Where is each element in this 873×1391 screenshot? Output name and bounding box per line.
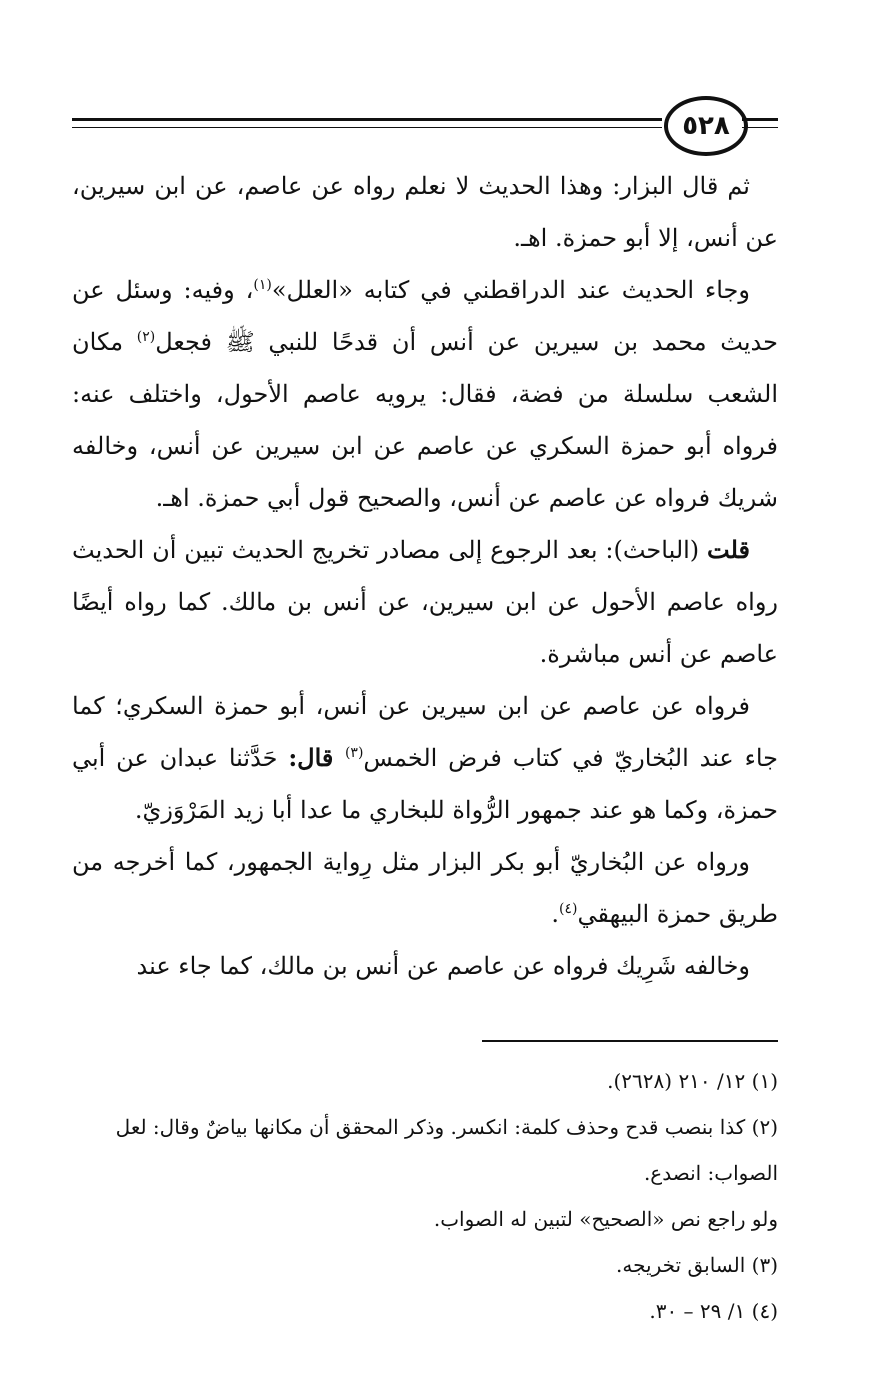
footnote-3: (٣) السابق تخريجه.	[616, 1253, 778, 1277]
paragraph-2	[72, 264, 778, 524]
paragraph-5	[72, 836, 778, 940]
paragraph-text: فرواه عن عاصم عن ابن سيرين عن أنس، أبو حمزة السكري؛ كما جاء عند البُخاريّ في كتاب فرض الخمس	[72, 692, 779, 772]
footnote-1: (١) ١٢/ ٢١٠ (٢٦٢٨).	[607, 1069, 778, 1093]
page-number-badge	[664, 96, 748, 156]
paragraph-6	[72, 940, 778, 992]
paragraph-1	[72, 160, 778, 264]
header-double-rule	[72, 118, 662, 128]
footnote-ref-1: (١)	[253, 277, 272, 293]
paragraph-text: ورواه عن البُخاريّ أبو بكر البزار مثل رِواية الجمهور، كما أخرجه من طريق حمزة البيهقي	[72, 848, 778, 928]
paragraph-text: وخالفه شَرِيك فرواه عن عاصم عن أنس بن مالك، كما جاء عند	[136, 952, 750, 980]
paragraph-text: ثم قال البزار: وهذا الحديث لا نعلم رواه عن عاصم، عن ابن سيرين، عن أنس، إلا أبو حمزة. اهـ.	[72, 172, 778, 252]
page-header	[72, 96, 778, 156]
paragraph-text: حَدَّثنا عبدان عن أبي حمزة، وكما هو عند جمهور الرُّواة للبخاري ما عدا أبا زيد المَرْوَزيّ.	[72, 744, 778, 824]
paragraph-bold-inline: قال:	[288, 743, 345, 772]
paragraph-text: وجاء الحديث عند الدراقطني في كتابه «العلل»	[271, 276, 750, 304]
paragraph-lead-bold: قلت	[707, 535, 751, 564]
footnote-ref-3: (٣)	[344, 745, 364, 761]
paragraph-3	[72, 524, 778, 680]
footnote-2: (٢) كذا بنصب قدح وحذف كلمة: انكسر. وذكر المحقق أن مكانها بياضٌ وقال: لعل الصواب: انصدع.	[115, 1115, 778, 1185]
footnotes	[72, 1058, 778, 1334]
paragraph-4	[72, 680, 778, 836]
paragraph-text: .	[551, 900, 560, 928]
paragraph-text: ، وفيه: وسئل عن حديث محمد بن سيرين عن أنس أن قدحًا للنبي ﷺ فجعل	[72, 276, 778, 356]
footnote-ref-4: (٤)	[559, 901, 578, 917]
footnote-4: (٤) ١/ ٢٩ – ٣٠.	[649, 1299, 778, 1323]
page-number: ٥٢٨	[682, 111, 730, 141]
footnote-ref-2: (٢)	[136, 329, 156, 345]
main-text	[72, 160, 778, 992]
footnote-2-cont: ولو راجع نص «الصحيح» لتبين له الصواب.	[433, 1207, 778, 1231]
header-rule-end	[742, 118, 778, 128]
paragraph-text: مكان الشعب سلسلة من فضة، فقال: يرويه عاصم الأحول، واختلف عنه: فرواه أبو حمزة السكري عن عاصم عن ابن سيرين عن أنس، وخالفه شريك فرواه عن عاصم عن أنس، والصحيح قول أبي حمزة. اهـ.	[72, 328, 778, 512]
footnote-separator	[482, 1040, 778, 1042]
paragraph-text: (الباحث): بعد الرجوع إلى مصادر تخريج الحديث تبين أن الحديث رواه عاصم الأحول عن ابن سيرين، عن أنس بن مالك. كما رواه أيضًا عاصم عن أنس مباشرة.	[72, 536, 778, 668]
